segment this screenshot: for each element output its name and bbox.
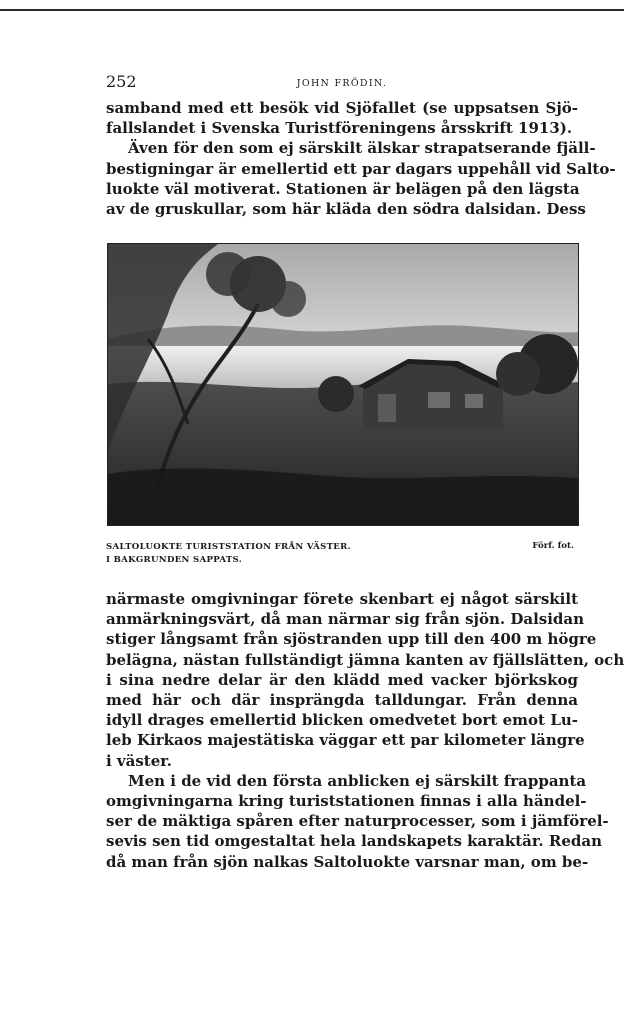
text-line: idyll drages emellertid blicken omedvetet bort emot Lu-: [106, 711, 578, 730]
scan-edge-rule: [0, 9, 624, 11]
photograph: [107, 243, 579, 526]
text-line: samband med ett besök vid Sjöfallet (se uppsatsen Sjö-: [106, 99, 578, 117]
text-line: bestigningar är emellertid ett par dagars uppehåll vid Salto-: [106, 159, 616, 178]
text-line: i sina nedre delar är den klädd med vacker björkskog: [106, 670, 578, 689]
text-line: av de gruskullar, som här kläda den södra dalsidan. Dess: [106, 200, 586, 219]
text-line: Men i de vid den första anblicken ej särskilt frappanta: [128, 771, 587, 790]
photo-illustration: [108, 244, 578, 525]
page-header: [106, 72, 578, 94]
text-line: luokte väl motiverat. Stationen är belägen på den lägsta: [106, 179, 580, 198]
text-line: stiger långsamt från sjöstranden upp till den 400 m högre: [106, 630, 597, 649]
text-line: ser de mäktiga spåren efter naturprocesser, som i jämförel-: [106, 812, 609, 831]
photo-caption: [106, 541, 351, 567]
text-line: närmaste omgivningar förete skenbart ej något särskilt: [106, 590, 578, 608]
text-line: då man från sjön nalkas Saltoluokte varsnar man, om be-: [106, 852, 589, 871]
caption-line: SALTOLUOKTE TURISTSTATION FRÅN VÄSTER.: [106, 542, 351, 552]
text-line: sevis sen tid omgestaltat hela landskapets karaktär. Redan: [106, 832, 602, 851]
text-line: leb Kirkaos majestätiska väggar ett par kilometer längre: [106, 731, 585, 750]
paragraph-intro: [106, 98, 616, 219]
text-line: belägna, nästan fullständigt jämna kanten av fjällslätten, och: [106, 650, 624, 669]
text-line: i väster.: [106, 751, 173, 770]
photo-credit: Förf. fot.: [532, 541, 574, 551]
paragraph-main: [106, 589, 624, 872]
running-head: JOHN FRÖDIN.: [296, 78, 388, 89]
page-number: 252: [106, 72, 137, 91]
text-line: med här och där insprängda talldungar. Från denna: [106, 691, 578, 710]
text-line: omgivningarna kring turiststationen finnas i alla händel-: [106, 792, 587, 811]
text-line: fallslandet i Svenska Turistföreningens årsskrift 1913).: [106, 119, 573, 138]
caption-line: I BAKGRUNDEN SAPPATS.: [106, 555, 243, 565]
text-line: anmärkningsvärt, då man närmar sig från sjön. Dalsidan: [106, 610, 585, 629]
text-line: Även för den som ej särskilt älskar strapatserande fjäll-: [128, 139, 596, 158]
